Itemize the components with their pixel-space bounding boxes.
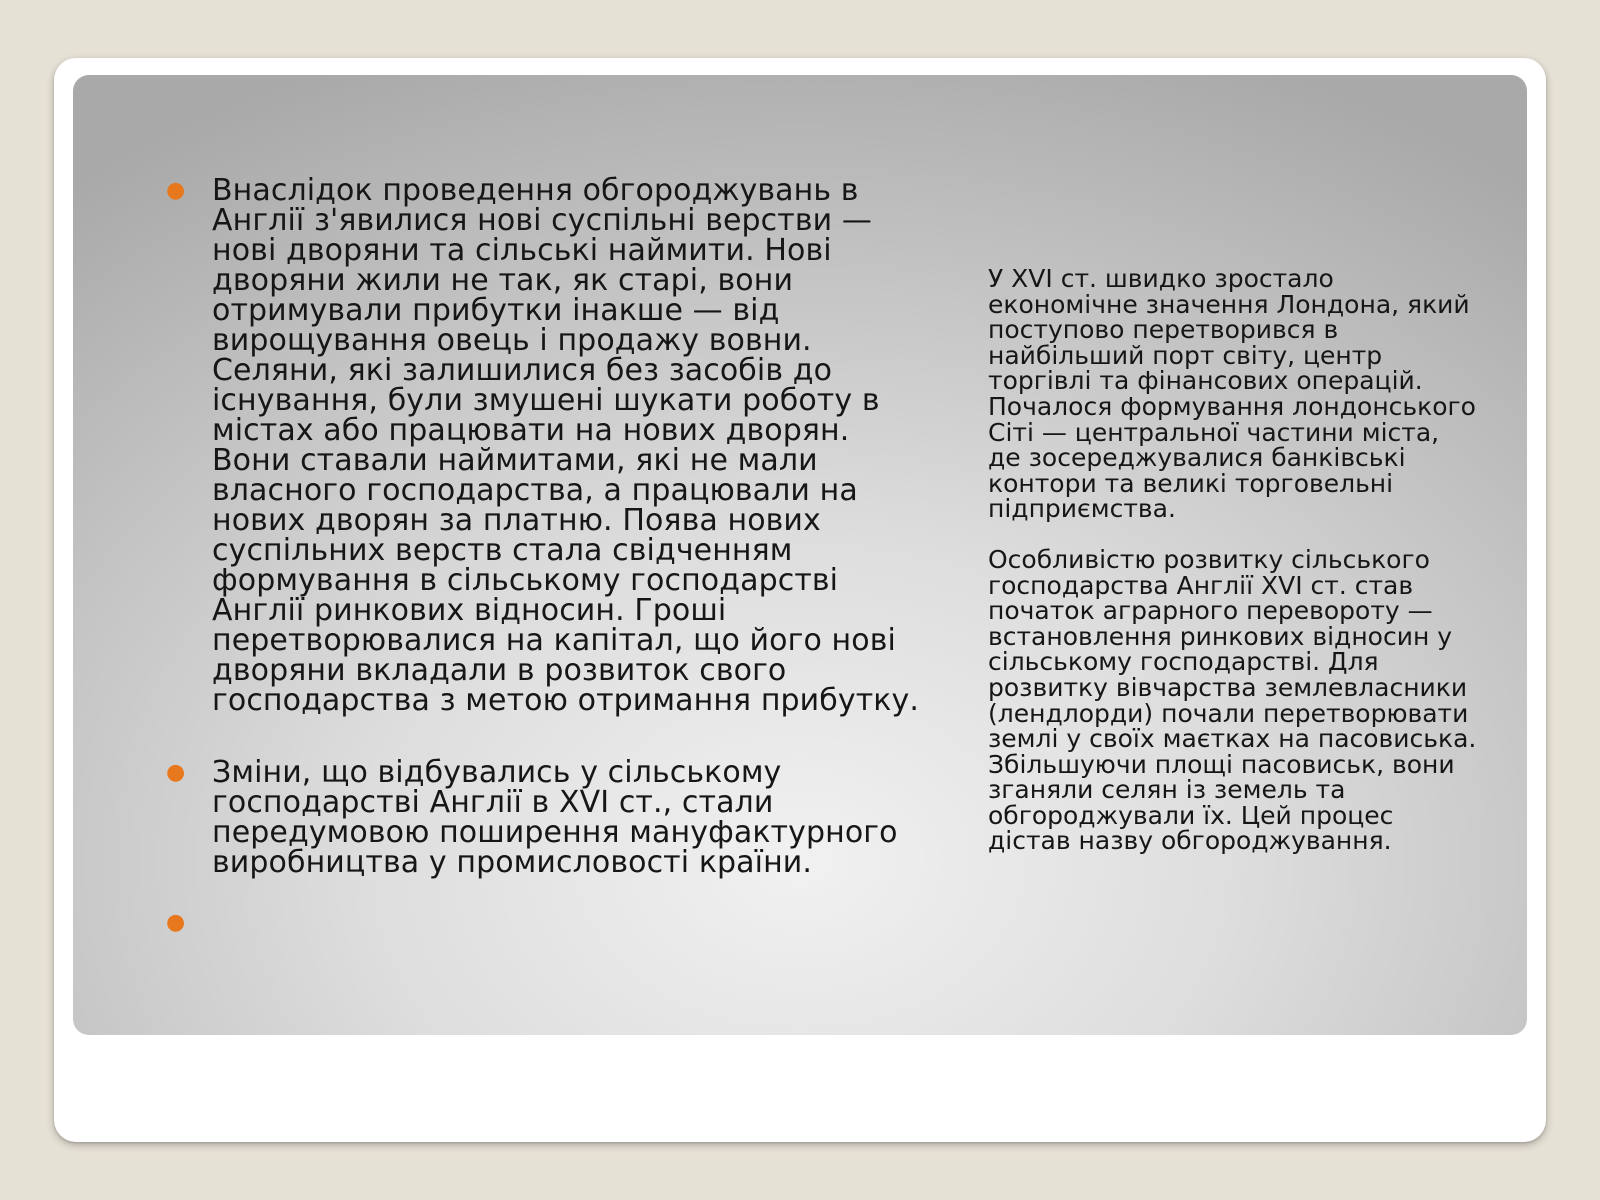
bullet-dot-icon: ● [166, 760, 186, 785]
bullet-item [160, 173, 930, 718]
bullet-text: Внаслідок проведення обгороджувань в Англії з'явилися нові суспільні верстви — нові дворяни та сільські наймити. Нові дворяни жили не так, як старі, вони отримували прибутки інакше — від вирощування овець і продажу вовни. Селяни, які залишилися без засобів до існування, були змушені шукати роботу в містах або працювати на нових дворян. Вони ставали наймитами, які не мали власного господарства, а працювали на нових дворян за платню. Поява нових суспільних верств стала свідченням формування в сільському господарстві Англії ринкових відносин. Гроші перетворювалися на капітал, що його нові дворяни вкладали в розвиток свого господарства з метою отримання прибутку. [212, 173, 920, 718]
bullet-text [212, 908, 930, 938]
bullet-dot-icon: ● [166, 178, 186, 203]
bullet-dot-icon: ● [166, 910, 186, 935]
bullet-text: Зміни, що відбувались у сільському господарстві Англії в XVI ст., стали передумовою поширення мануфактурного виробництва у промисловості країни. [212, 755, 898, 880]
paragraph-london: У XVI ст. швидко зростало економічне значення Лондона, який поступово перетворився в найбільший порт світу, центр торгівлі та фінансових операцій. Почалося формування лондонського Сіті — центральної частини міста, де зосереджувалися банківські контори та великі торговельні підприємства. [988, 264, 1476, 524]
bullet-item [160, 755, 930, 880]
left-text-column [160, 173, 930, 938]
paragraph-agrarian-revolution: Особливістю розвитку сільського господарства Англії XVI ст. став початок аграрного перевороту — встановлення ринкових відносин у сільському господарстві. Для розвитку вівчарства землевласники (лендлорди) почали перетворювати землі у своїх маєтках на пасовиська. Збільшуючи площі пасовиськ, вони зганяли селян із земель та обгороджували їх. Цей процес дістав назву обгороджування. [988, 544, 1477, 856]
right-text-column [988, 266, 1478, 854]
bullet-item-empty [160, 908, 930, 938]
